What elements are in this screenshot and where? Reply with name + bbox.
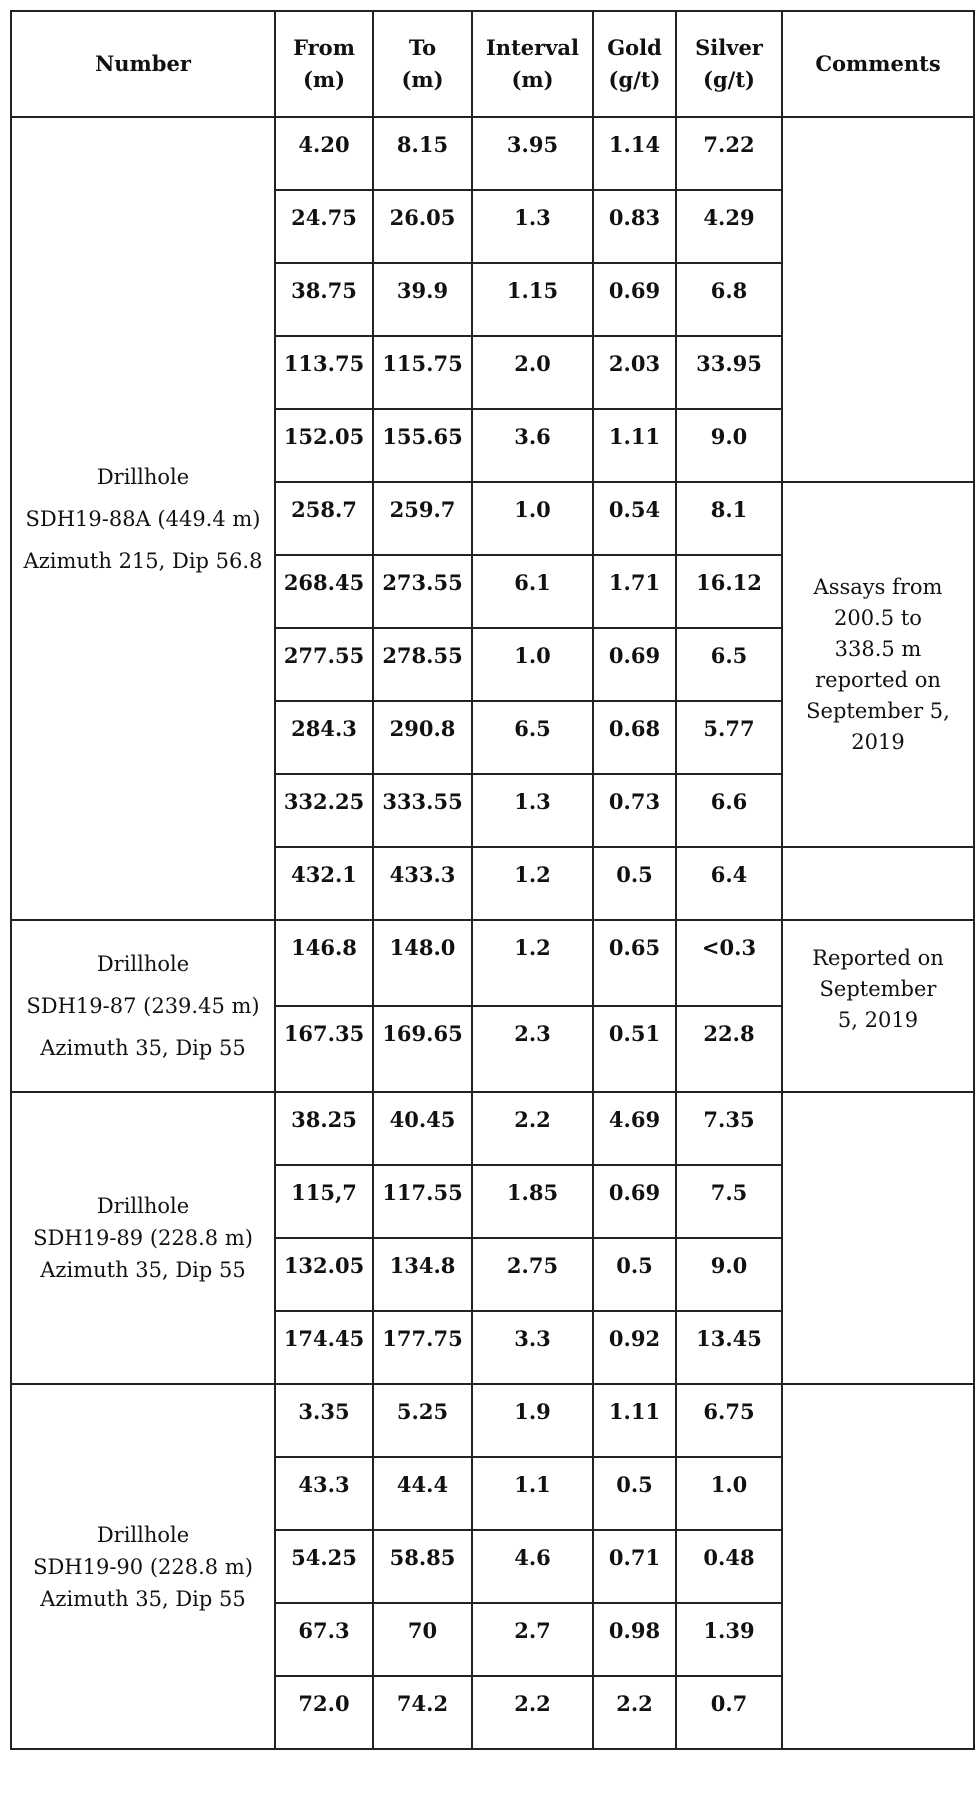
interval-cell: 1.0 — [472, 482, 593, 555]
from-cell: 268.45 — [275, 555, 373, 628]
silver-cell: 4.29 — [676, 190, 782, 263]
silver-cell: 33.95 — [676, 336, 782, 409]
from-cell: 54.25 — [275, 1530, 373, 1603]
silver-cell: 5.77 — [676, 701, 782, 774]
header-to: To (m) — [373, 11, 472, 117]
header-row — [11, 11, 974, 117]
interval-cell: 1.9 — [472, 1384, 593, 1457]
header-from: From (m) — [275, 11, 373, 117]
interval-cell: 6.1 — [472, 555, 593, 628]
silver-cell: 13.45 — [676, 1311, 782, 1384]
gold-cell: 1.11 — [593, 409, 676, 482]
comment-cell-empty — [782, 117, 974, 482]
to-cell: 5.25 — [373, 1384, 472, 1457]
interval-cell: 2.75 — [472, 1238, 593, 1311]
interval-cell: 1.85 — [472, 1165, 593, 1238]
header-number: Number — [11, 11, 275, 117]
silver-cell: 0.7 — [676, 1676, 782, 1749]
interval-cell: 2.3 — [472, 1006, 593, 1092]
to-cell: 273.55 — [373, 555, 472, 628]
interval-cell: 2.0 — [472, 336, 593, 409]
silver-cell: 9.0 — [676, 409, 782, 482]
from-cell: 284.3 — [275, 701, 373, 774]
table-row — [11, 1092, 974, 1165]
header-gold: Gold (g/t) — [593, 11, 676, 117]
gold-cell: 0.98 — [593, 1603, 676, 1676]
interval-cell: 2.2 — [472, 1092, 593, 1165]
gold-cell: 4.69 — [593, 1092, 676, 1165]
comment-cell-empty — [782, 1092, 974, 1384]
comment-cell: Assays from 200.5 to 338.5 m reported on September 5, 2019 — [782, 482, 974, 847]
from-cell: 43.3 — [275, 1457, 373, 1530]
from-cell: 167.35 — [275, 1006, 373, 1092]
to-cell: 26.05 — [373, 190, 472, 263]
silver-cell: 7.35 — [676, 1092, 782, 1165]
from-cell: 146.8 — [275, 920, 373, 1006]
to-cell: 44.4 — [373, 1457, 472, 1530]
silver-cell: 16.12 — [676, 555, 782, 628]
silver-cell: 6.8 — [676, 263, 782, 336]
silver-cell: 7.5 — [676, 1165, 782, 1238]
interval-cell: 4.6 — [472, 1530, 593, 1603]
gold-cell: 1.14 — [593, 117, 676, 190]
from-cell: 332.25 — [275, 774, 373, 847]
table-row — [11, 117, 974, 190]
from-cell: 432.1 — [275, 847, 373, 920]
from-cell: 115,7 — [275, 1165, 373, 1238]
from-cell: 258.7 — [275, 482, 373, 555]
gold-cell: 0.69 — [593, 263, 676, 336]
header-comments: Comments — [782, 11, 974, 117]
gold-cell: 0.71 — [593, 1530, 676, 1603]
to-cell: 134.8 — [373, 1238, 472, 1311]
gold-cell: 0.69 — [593, 628, 676, 701]
to-cell: 39.9 — [373, 263, 472, 336]
silver-cell: <0.3 — [676, 920, 782, 1006]
header-silver: Silver (g/t) — [676, 11, 782, 117]
from-cell: 113.75 — [275, 336, 373, 409]
from-cell: 152.05 — [275, 409, 373, 482]
to-cell: 177.75 — [373, 1311, 472, 1384]
to-cell: 290.8 — [373, 701, 472, 774]
interval-cell: 6.5 — [472, 701, 593, 774]
interval-cell: 3.3 — [472, 1311, 593, 1384]
table-row — [11, 920, 974, 1006]
to-cell: 148.0 — [373, 920, 472, 1006]
comment-cell-empty — [782, 847, 974, 920]
gold-cell: 1.11 — [593, 1384, 676, 1457]
silver-cell: 22.8 — [676, 1006, 782, 1092]
gold-cell: 0.5 — [593, 1238, 676, 1311]
gold-cell: 0.69 — [593, 1165, 676, 1238]
header-interval: Interval (m) — [472, 11, 593, 117]
drillhole-cell: Drillhole SDH19-87 (239.45 m) Azimuth 35, Dip 55 — [11, 920, 275, 1092]
drillhole-cell: Drillhole SDH19-89 (228.8 m) Azimuth 35, Dip 55 — [11, 1092, 275, 1384]
from-cell: 277.55 — [275, 628, 373, 701]
gold-cell: 0.54 — [593, 482, 676, 555]
gold-cell: 0.92 — [593, 1311, 676, 1384]
interval-cell: 3.6 — [472, 409, 593, 482]
to-cell: 433.3 — [373, 847, 472, 920]
interval-cell: 1.15 — [472, 263, 593, 336]
from-cell: 3.35 — [275, 1384, 373, 1457]
interval-cell: 1.3 — [472, 774, 593, 847]
drillhole-cell: Drillhole SDH19-88A (449.4 m) Azimuth 215, Dip 56.8 — [11, 117, 275, 920]
silver-cell: 8.1 — [676, 482, 782, 555]
to-cell: 58.85 — [373, 1530, 472, 1603]
silver-cell: 6.4 — [676, 847, 782, 920]
from-cell: 132.05 — [275, 1238, 373, 1311]
silver-cell: 0.48 — [676, 1530, 782, 1603]
silver-cell: 1.0 — [676, 1457, 782, 1530]
from-cell: 24.75 — [275, 190, 373, 263]
gold-cell: 0.65 — [593, 920, 676, 1006]
gold-cell: 0.68 — [593, 701, 676, 774]
interval-cell: 1.3 — [472, 190, 593, 263]
to-cell: 70 — [373, 1603, 472, 1676]
to-cell: 278.55 — [373, 628, 472, 701]
from-cell: 67.3 — [275, 1603, 373, 1676]
gold-cell: 2.2 — [593, 1676, 676, 1749]
comment-cell: Reported on September 5, 2019 — [782, 920, 974, 1092]
interval-cell: 1.2 — [472, 920, 593, 1006]
to-cell: 259.7 — [373, 482, 472, 555]
to-cell: 40.45 — [373, 1092, 472, 1165]
to-cell: 169.65 — [373, 1006, 472, 1092]
interval-cell: 1.0 — [472, 628, 593, 701]
interval-cell: 1.1 — [472, 1457, 593, 1530]
to-cell: 115.75 — [373, 336, 472, 409]
interval-cell: 2.2 — [472, 1676, 593, 1749]
gold-cell: 2.03 — [593, 336, 676, 409]
silver-cell: 6.6 — [676, 774, 782, 847]
to-cell: 117.55 — [373, 1165, 472, 1238]
silver-cell: 1.39 — [676, 1603, 782, 1676]
silver-cell: 6.5 — [676, 628, 782, 701]
from-cell: 72.0 — [275, 1676, 373, 1749]
from-cell: 174.45 — [275, 1311, 373, 1384]
gold-cell: 0.5 — [593, 847, 676, 920]
interval-cell: 2.7 — [472, 1603, 593, 1676]
from-cell: 4.20 — [275, 117, 373, 190]
comment-cell-empty — [782, 1384, 974, 1749]
gold-cell: 0.83 — [593, 190, 676, 263]
table-row — [11, 1384, 974, 1457]
to-cell: 74.2 — [373, 1676, 472, 1749]
to-cell: 8.15 — [373, 117, 472, 190]
silver-cell: 7.22 — [676, 117, 782, 190]
gold-cell: 0.5 — [593, 1457, 676, 1530]
interval-cell: 3.95 — [472, 117, 593, 190]
from-cell: 38.25 — [275, 1092, 373, 1165]
to-cell: 333.55 — [373, 774, 472, 847]
silver-cell: 6.75 — [676, 1384, 782, 1457]
drill-results-table — [10, 10, 975, 1750]
silver-cell: 9.0 — [676, 1238, 782, 1311]
gold-cell: 0.73 — [593, 774, 676, 847]
to-cell: 155.65 — [373, 409, 472, 482]
gold-cell: 0.51 — [593, 1006, 676, 1092]
gold-cell: 1.71 — [593, 555, 676, 628]
drillhole-cell: Drillhole SDH19-90 (228.8 m) Azimuth 35, Dip 55 — [11, 1384, 275, 1749]
from-cell: 38.75 — [275, 263, 373, 336]
interval-cell: 1.2 — [472, 847, 593, 920]
